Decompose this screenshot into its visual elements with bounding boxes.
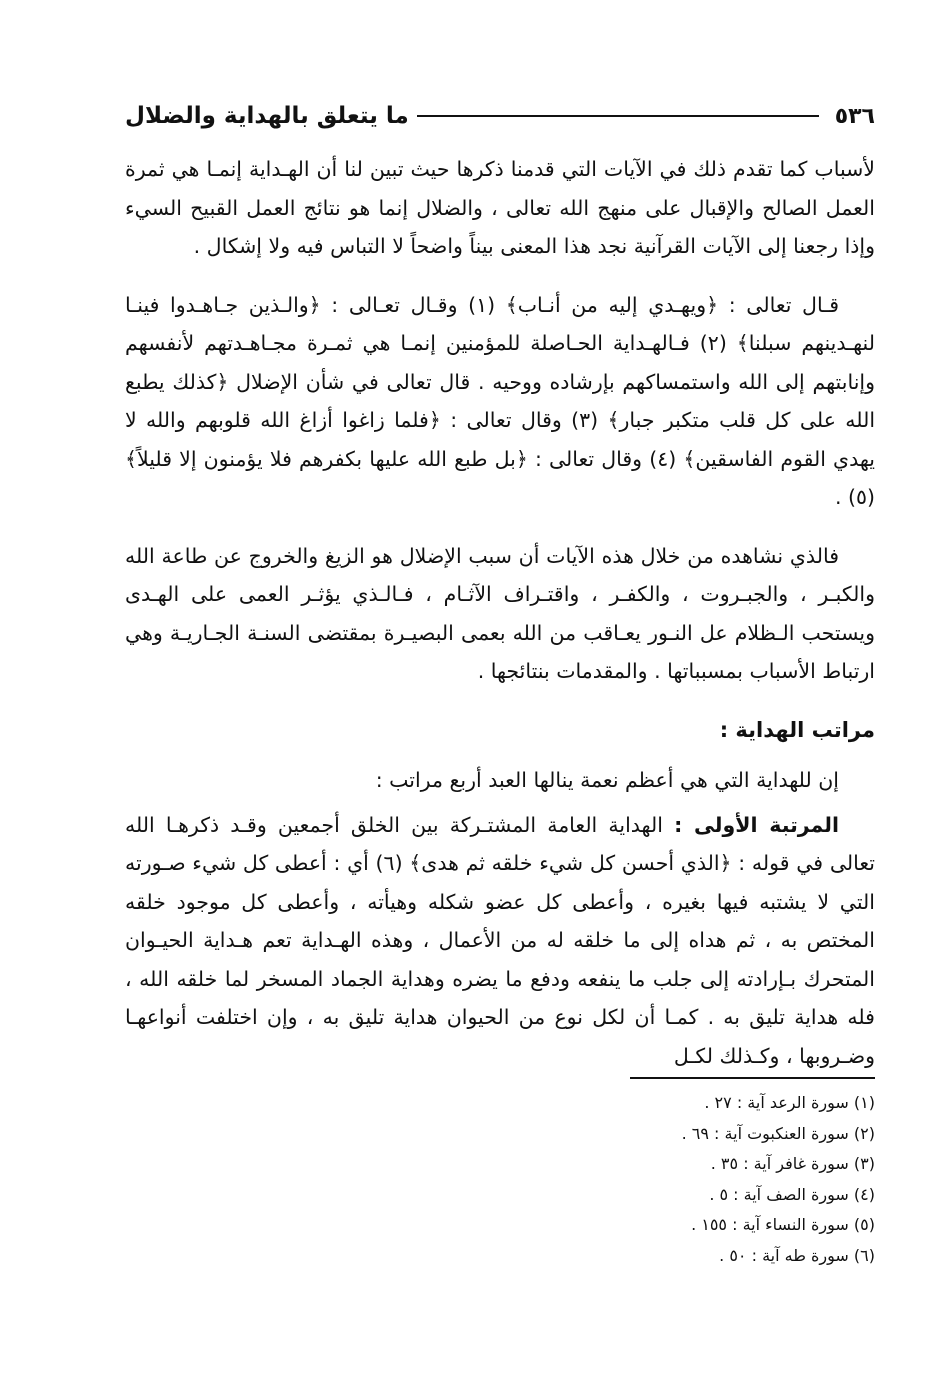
main-text [125,150,875,1095]
footnote-4: (٤) سورة الصف آية : ٥ . [709,1184,875,1204]
paragraph-2: قـال تعالى : ﴿ويهـدي إليه من أنـاب﴾ (١) وقـال تعـالى : ﴿والـذين جـاهـدوا فينـا لنهـدينهم سبلنا﴾ (٢) فـالهـداية الحـاصلة للمؤمنين إنمـا هي ثمـرة مجـاهـدتهم لأنفسهم وإنابتهم إلى الله واستمساكهم بإرشاده ووحيه . قال تعالى في شأن الإضلال ﴿كذلك يطبع الله على كل قلب متكبر جبار﴾ (٣) وقال تعالى : ﴿فلما زاغوا أزاغ الله قلوبهم والله لا يهدي القوم الفاسقين﴾ (٤) وقال تعالى : ﴿بل طبع الله عليها بكفرهم فلا يؤمنون إلا قليلاً﴾ (٥) . [125,292,876,509]
footnote-rule [630,1077,875,1079]
header-rule [417,115,819,117]
footnote-2: (٢) سورة العنكبوت آية : ٦٩ . [681,1123,875,1143]
footnotes [275,1088,875,1271]
paragraph-4: إن للهداية التي هي أعظم نعمة ينالها العبد أربع مراتب : [375,768,839,792]
footnote-5: (٥) سورة النساء آية : ١٥٥ . [691,1215,875,1234]
paragraph-3: فالذي نشاهده من خلال هذه الآيات أن سبب الإضلال هو الزيغ والخروج عن طاعة الله والكبـر ، والجبـروت ، والكفـر ، واقتـراف الآثـام ، فـالـذي يؤثـر العمى على الهـدى ويستحب الـظلام عل النـور يعـاقب من الله بعمى البصيـرة بمقتضى السنـة الجـاريـة وهي ارتباط الأسباب بمسبباتها . والمقدمات بنتائجها . [125,543,875,683]
section-heading: مراتب الهداية : [719,717,875,742]
paragraph-5 [125,806,875,1076]
page-number: ٥٣٦ [834,103,875,129]
paragraph-5-lead: المرتبة الأولى : [674,812,839,837]
footnote-6: (٦) سورة طه آية : ٥٠ . [719,1245,875,1265]
paragraph-1: لأسباب كما تقدم ذلك في الآيات التي قدمنا ذكرها حيث تبين لنا أن الهـداية إنمـا هي ثمرة العمل الصالح والإقبال على منهج الله تعالى ، والضلال إنما هو نتائج العمل القبيح السيء وإذا رجعنا إلى الآيات القرآنية نجد هذا المعنى بيناً واضحاً لا التباس فيه ولا إشكال . [125,157,875,258]
footnote-1: (١) سورة الرعد آية : ٢٧ . [704,1093,875,1112]
page-header [125,98,875,134]
paragraph-5-text: الهداية العامة المشتـركة بين الخلق أجمعين وقـد ذكرهـا الله تعالى في قوله : ﴿الذي أحسن كل شيء خلقه ثم هدى﴾ (٦) أي : أعطى كل شيء صـورته التي لا يشتبه فيها بغيره ، وأعطى كل عضو شكله وهيأته ، وأعطى كل موجود خلقه المختص به ، ثم هداه إلى ما خلقه له من الأعمال ، وهذه الهـداية تعم هـداية الحيـوان المتحرك بـإرادته إلى جلب ما ينفعه ودفع ما يضره وهداية الجماد المسخر لما خلقه الله ، فله هداية تليق به . كمـا أن لكل نوع من الحيوان هداية تليق به ، وإن اختلفت أنواعهـا وضـروبها ، وكـذلك لكـل [125,812,875,1068]
footnote-3: (٣) سورة غافر آية : ٣٥ . [710,1154,875,1173]
running-title: ما يتعلق بالهداية والضلال [125,103,409,129]
